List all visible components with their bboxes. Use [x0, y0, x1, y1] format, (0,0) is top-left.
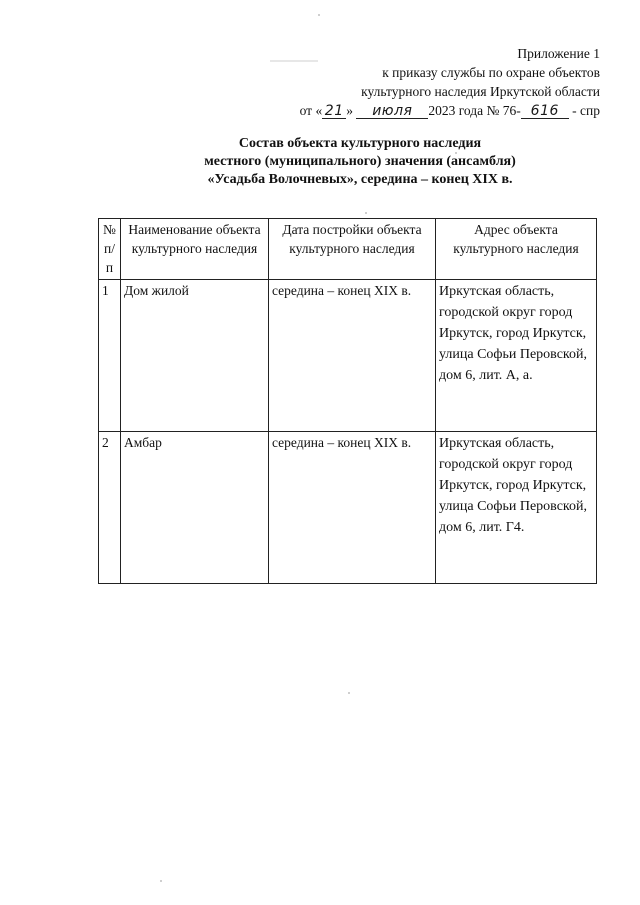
header-date: Дата постройки объекта культурного наследия: [269, 219, 436, 280]
year-number-text: 2023 года № 76-: [428, 103, 521, 118]
heading-line-2: местного (муниципального) значения (ансамбля): [204, 154, 516, 169]
table-row: [99, 432, 597, 584]
heading-line-1: Состав объекта культурного наследия: [238, 136, 482, 151]
row-number: 2: [99, 432, 121, 584]
row-address: Иркутская область, городской округ город Иркутск, город Иркутск, улица Софьи Перовской, дом 6, лит. Г4.: [436, 432, 597, 584]
date-prefix: от «: [299, 103, 323, 118]
table-header-row: [99, 219, 597, 280]
row-date: середина – конец XIX в.: [269, 280, 436, 432]
handwritten-day: 21: [322, 104, 346, 119]
row-name: Дом жилой: [121, 280, 269, 432]
document-heading: [150, 135, 570, 189]
appendix-title: Приложение 1: [517, 46, 600, 61]
header-address: Адрес объекта культурного наследия: [436, 219, 597, 280]
scan-speck: [455, 152, 457, 154]
row-number: 1: [99, 280, 121, 432]
row-date: середина – конец XIX в.: [269, 432, 436, 584]
row-address: Иркутская область, городской округ город Иркутск, город Иркутск, улица Софьи Перовской, дом 6, лит. А, а.: [436, 280, 597, 432]
scan-speck: [348, 692, 350, 694]
handwritten-month: июля: [356, 104, 428, 119]
header-number: № п/п: [99, 219, 121, 280]
appendix-authority: культурного наследия Иркутской области: [361, 84, 600, 99]
scan-speck: [365, 212, 367, 214]
heritage-objects-table: [98, 218, 597, 584]
appendix-order-ref: к приказу службы по охране объектов: [382, 65, 600, 80]
table-row: [99, 280, 597, 432]
header-name: Наименование объекта культурного наследия: [121, 219, 269, 280]
appendix-block: [300, 44, 600, 120]
scan-speck: [160, 880, 162, 882]
scan-speck: [270, 60, 318, 62]
scan-speck: [318, 14, 320, 16]
row-name: Амбар: [121, 432, 269, 584]
handwritten-order-number: 616: [521, 104, 569, 119]
order-suffix: - спр: [572, 103, 600, 118]
appendix-date-line: от « 21 » июля 2023 года № 76- 616 - спр: [299, 103, 600, 119]
heading-line-3: «Усадьба Волочневых», середина – конец XIX в.: [207, 172, 513, 187]
